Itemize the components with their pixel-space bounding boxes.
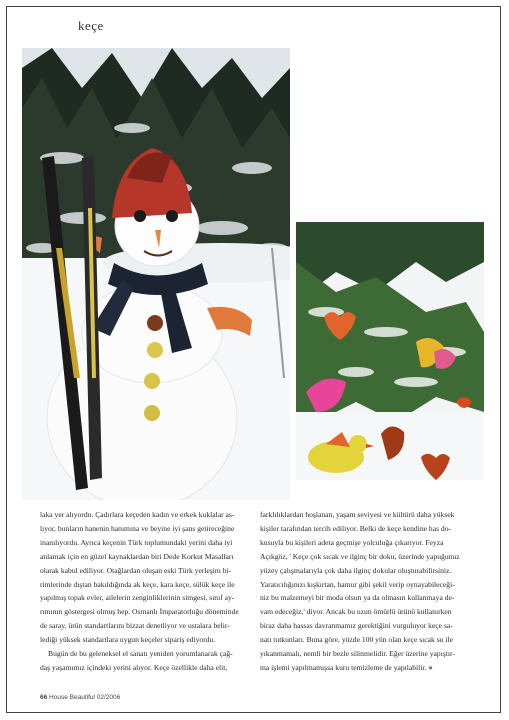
text-line: Açıkgöz, ' Keçe çok sıcak ve ilginç bir doku, üzerinde yapuğunuz [260,551,460,561]
text-line: anlamak için en güzel kaynaklardan biri Dede Korkut Masalları [40,551,234,561]
text-line: rımının göstergesi olmuş hep. Osmanlı İmparatorluğu döneminde [40,607,239,617]
text-line: niz bu malzemeyi bir moda olsun ya da olmasın kullanmaya de- [260,593,455,603]
text-line-end: ma işlemi yapılmamışsa kuru temizleme de yapılabilir. [260,662,427,672]
text-line: vam edeceğiz,' diyor. Ancak bu uzun ömürlü ürünü kullanırken [260,607,452,617]
text-line: laka yer alıyordu. Çadırlara keçeden kadın ve erkek kuklalar as- [40,510,235,519]
left-text-column [40,508,256,675]
text-line: Bugün de bu geleneksel el sanatı yeniden yorumlanarak çağ- [48,649,233,659]
text-line: rimlerinde dıştan bakıldığında ak keçe, kara keçe, sülük keçe ile [40,579,235,589]
text-line: farklılıklardan hoşlanan, yaşam seviyesi ve kültürü daha yüksek [260,510,455,519]
footer [40,694,120,701]
text-line: biraz daha hassas davranmamız gerektiğini vurguluyor keçe sa- [260,621,453,631]
page-number: 66 [40,694,48,701]
text-line: olarak kabul ediliyor. Otağlardan oluşan eski Türk yerleşim bi- [40,565,232,575]
end-mark-icon: ● [428,662,433,672]
text-line: lediği yüksek standartlara uygun keçeler sipariş ediyordu. [40,635,216,645]
text-line: kusuyla bu kişileri adeta geçmişe yolculuğa çıkarıyor. Feyza [260,537,444,547]
text-line: yüzey çalışmalarıyla çok daha ilginç dokular oluşturabilirsiniz. [260,565,452,575]
section-title: keçe [78,18,104,33]
text-line [260,661,476,675]
text-line: inanılıyordu. Ayrıca keçenin Türk toplumundaki yerini daha iyi [40,537,233,547]
text-line: de saray, ürün standartlarını bizzat denetliyor ve ustalara belir- [40,621,230,631]
text-line: yıkanmamalı, nemli bir bezle silinmelidir. Eğer üzerine yapıştır- [260,649,455,659]
felt-ornaments-photo [296,222,484,480]
text-line: Yaratıcılığınızı kışkırtan, hamur gibi şekil verip oynayabileceği- [260,579,455,589]
text-line: natı tutkunları. Buna göre, yüzde 100 yün olan keçe sıcak su ile [260,635,453,645]
magazine-name: House Beautiful 02/2006 [49,694,121,701]
snowman-photo [22,48,290,500]
text-line: daş yaşamımız içindeki yerini alıyor. Keçe özellikle daha elit, [40,662,228,672]
text-line: kişiler tarafından tercih ediliyor. Belki de keçe kendine has do- [260,523,452,533]
right-text-column [260,508,476,675]
text-line: lıyor, bunların hanenin hanımına ve beyine iyi şans getireceğine [40,523,235,533]
text-line: yapılmış topak evler, ailelerin zenginliklerinin simgesi, sınıf ay- [40,593,235,603]
